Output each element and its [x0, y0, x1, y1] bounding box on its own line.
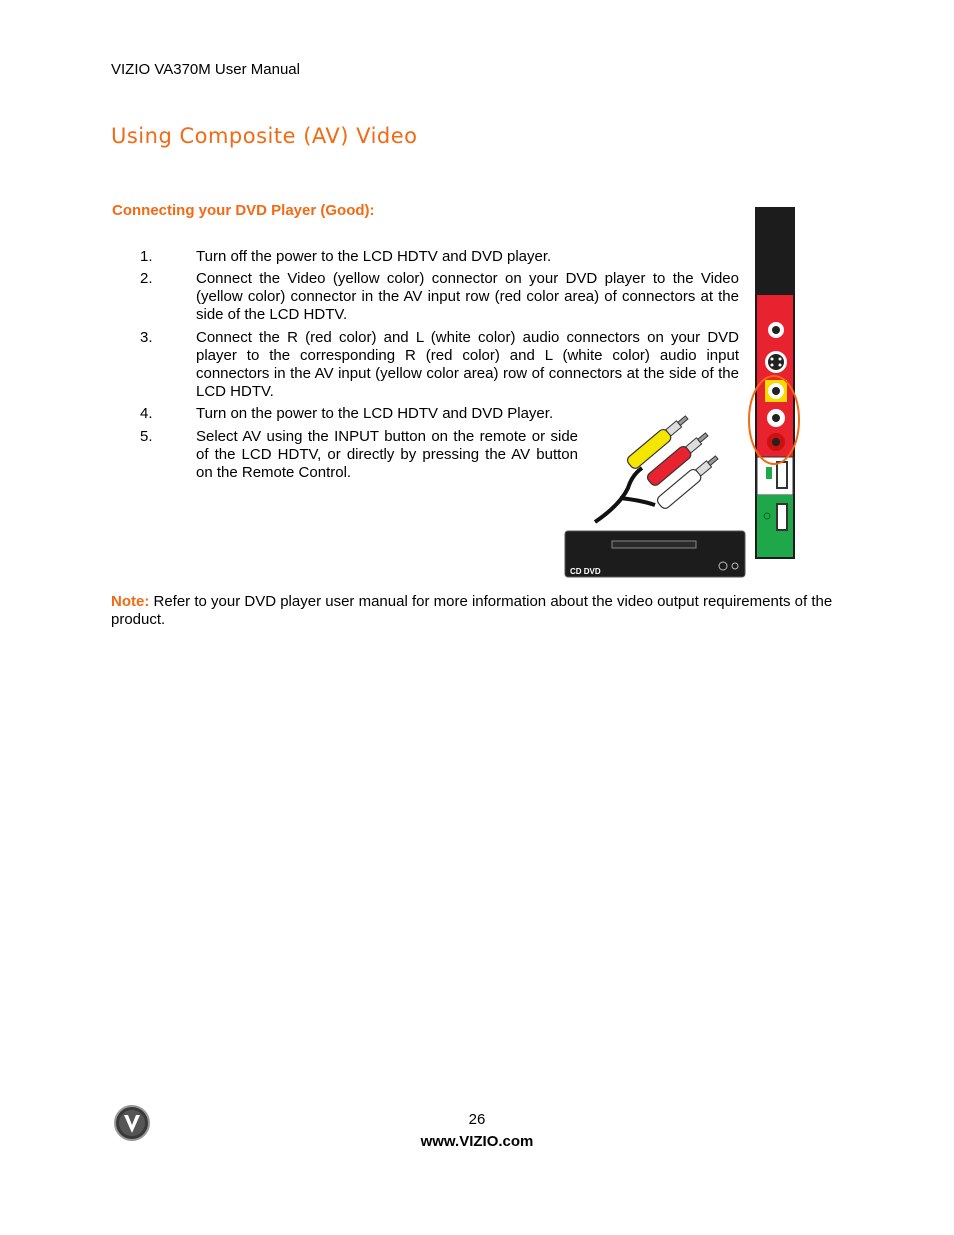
- av-connection-illustration: [560, 200, 800, 585]
- step-text: Turn on the power to the LCD HDTV and DVD Player.: [196, 405, 554, 422]
- step-text: Connect the Video (yellow color) connector on your DVD player to the Video (yellow color) connector in the AV input row (red color area) of connectors at the side of the LCD HDTV.: [196, 270, 739, 323]
- page-number: 26: [468, 1111, 486, 1128]
- step-text: Select AV using the INPUT button on the remote or side of the LCD HDTV, or directly by pressing the AV button on the Remote Control.: [196, 428, 578, 481]
- step-text: Connect the R (red color) and L (white color) audio connectors on your DVD player to the corresponding R (red color) and L (white color) audio input connectors in the AV input (yellow color area) row of connectors at the side of the LCD HDTV.: [196, 329, 739, 400]
- step-number: 2.: [140, 270, 153, 287]
- step-text: Turn off the power to the LCD HDTV and DVD player.: [196, 248, 552, 265]
- dvd-player: [565, 531, 745, 577]
- footer-url[interactable]: www.VIZIO.com: [420, 1133, 534, 1150]
- rca-cables: [595, 412, 721, 522]
- step-number: 3.: [140, 329, 153, 346]
- note-label: Note:: [111, 593, 150, 610]
- subheading: Connecting your DVD Player (Good):: [112, 202, 375, 219]
- step-4: [140, 405, 580, 423]
- note-paragraph: [111, 593, 846, 629]
- dvd-label: CD DVD: [570, 567, 601, 576]
- document-header: VIZIO VA370M User Manual: [111, 61, 300, 78]
- step-number: 4.: [140, 405, 153, 422]
- step-number: 5.: [140, 428, 153, 445]
- step-number: 1.: [140, 248, 153, 265]
- note-text: Refer to your DVD player user manual for more information about the video output requirements of the product.: [111, 593, 833, 628]
- step-5: [140, 428, 580, 482]
- section-title: Using Composite (AV) Video: [111, 124, 418, 148]
